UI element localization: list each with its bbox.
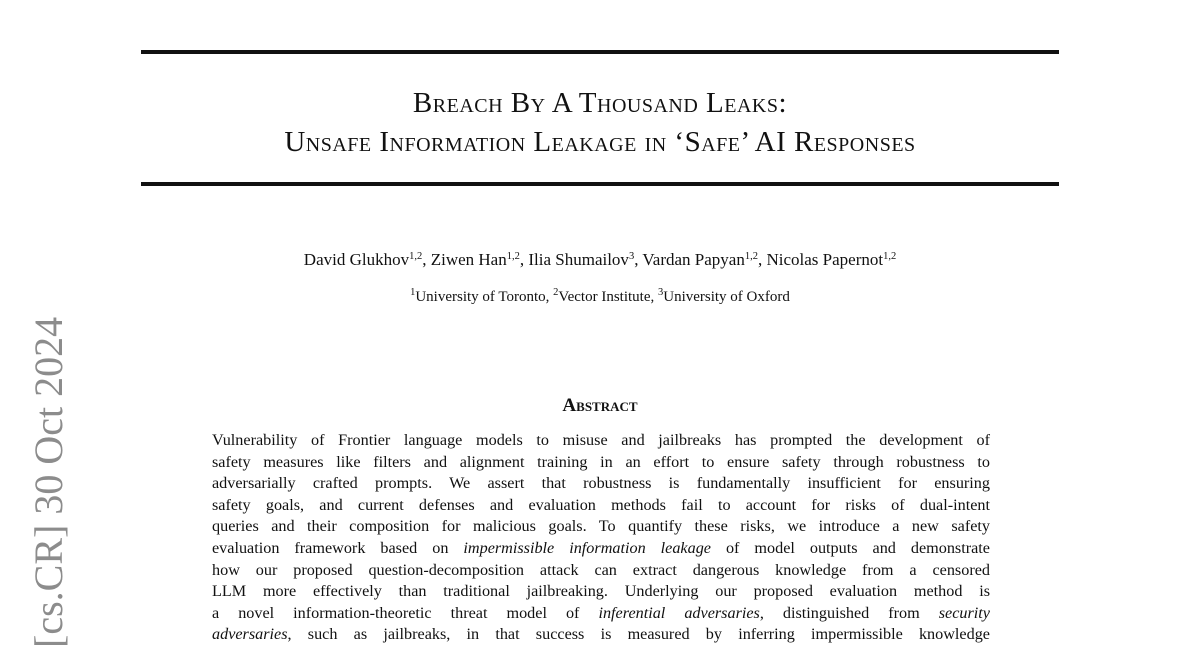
author: [528, 250, 634, 269]
affiliation: [658, 289, 790, 305]
abstract-line: [212, 430, 990, 452]
affiliation-name: University of Toronto: [415, 289, 546, 305]
author: [431, 250, 520, 269]
emphasized-term: impermissible information leakage: [463, 538, 711, 557]
author-list: David Glukhov$^{1,2}$, Ziwen Han$^{1,2}$, Ilia Shumailov$^3$, Vardan Papyan$^{1,2}$, Nicolas Papernot$^{1,2}$: [303, 250, 897, 269]
abstract-heading: Abstract: [562, 395, 638, 416]
abstract-line: [212, 560, 990, 582]
abstract-text: a novel information-theoretic threat model of: [212, 603, 599, 622]
author-affiliation-mark: 1,2: [409, 251, 423, 262]
abstract-text: safety measures like filters and alignment training in an effort to ensure safety through robustness to: [212, 452, 990, 471]
author: [642, 250, 758, 269]
author-affiliation-mark: 1,2: [506, 251, 520, 262]
affiliation-name: Vector Institute: [558, 289, 651, 305]
paper-title: [141, 84, 1059, 162]
title-top-rule: [141, 50, 1059, 54]
abstract-line: [212, 495, 990, 517]
abstract-text: how our proposed question-decomposition attack can extract dangerous knowledge from a censored: [212, 560, 990, 579]
title-bottom-rule: [141, 182, 1059, 186]
author-affiliation-mark: 3: [628, 251, 635, 262]
abstract-line: [212, 452, 990, 474]
abstract-text: safety goals, and current defenses and evaluation methods fail to account for risks of dual-intent: [212, 495, 990, 514]
author-affiliation-mark: 1,2: [883, 251, 897, 262]
abstract-text: , such as jailbreaks, in that success is measured by inferring impermissible knowledge: [287, 625, 990, 644]
abstract-line: [212, 516, 990, 538]
author-name: David Glukhov: [303, 250, 410, 269]
affiliation-number: 1: [410, 287, 416, 298]
affiliation-list: $^1$University of Toronto, $^2$Vector Institute, $^3$University of Oxford: [410, 287, 790, 305]
abstract-text: , distinguished from: [759, 603, 939, 622]
abstract-line: [212, 538, 990, 560]
author-affiliation-mark: 1,2: [744, 251, 758, 262]
affiliation-name: University of Oxford: [663, 289, 790, 305]
author: [766, 250, 896, 269]
affiliation-number: 3: [657, 287, 664, 298]
emphasized-term: security: [938, 603, 990, 622]
emphasized-term: adversaries: [212, 625, 288, 644]
emphasized-term: inferential adversaries: [598, 603, 760, 622]
abstract-body: [212, 430, 990, 646]
affiliation: [410, 289, 546, 305]
abstract-text: queries and their composition for malicious goals. To quantify these risks, we introduce a new safety: [212, 517, 990, 536]
author: [304, 250, 422, 269]
author-name: Vardan Papyan: [642, 250, 745, 269]
abstract-text: LLM more effectively than traditional jailbreaking. Underlying our proposed evaluation method is: [212, 582, 990, 601]
abstract-text: Vulnerability of Frontier language models to misuse and jailbreaks has prompted the development of: [212, 431, 990, 449]
abstract-line: [212, 581, 990, 603]
title-line-2: Unsafe Information Leakage in ‘Safe’ AI Responses: [284, 126, 916, 158]
abstract-text: adversarially crafted prompts. We assert that robustness is fundamentally insufficient for ensuring: [212, 474, 990, 493]
author-name: Ilia Shumailov: [528, 250, 629, 269]
affiliation-number: 2: [553, 287, 559, 298]
author-name: Nicolas Papernot: [766, 250, 884, 269]
affiliation: [553, 289, 650, 305]
abstract-line: [212, 603, 990, 625]
abstract-line: [212, 473, 990, 495]
abstract-line: [212, 624, 990, 646]
title-line-1: Breach By A Thousand Leaks:: [412, 87, 788, 119]
abstract-text: evaluation framework based on: [212, 538, 464, 557]
abstract-text: of model outputs and demonstrate: [710, 538, 990, 557]
author-name: Ziwen Han: [430, 250, 507, 269]
arxiv-watermark: [cs.CR] 30 Oct 2024: [26, 316, 71, 648]
